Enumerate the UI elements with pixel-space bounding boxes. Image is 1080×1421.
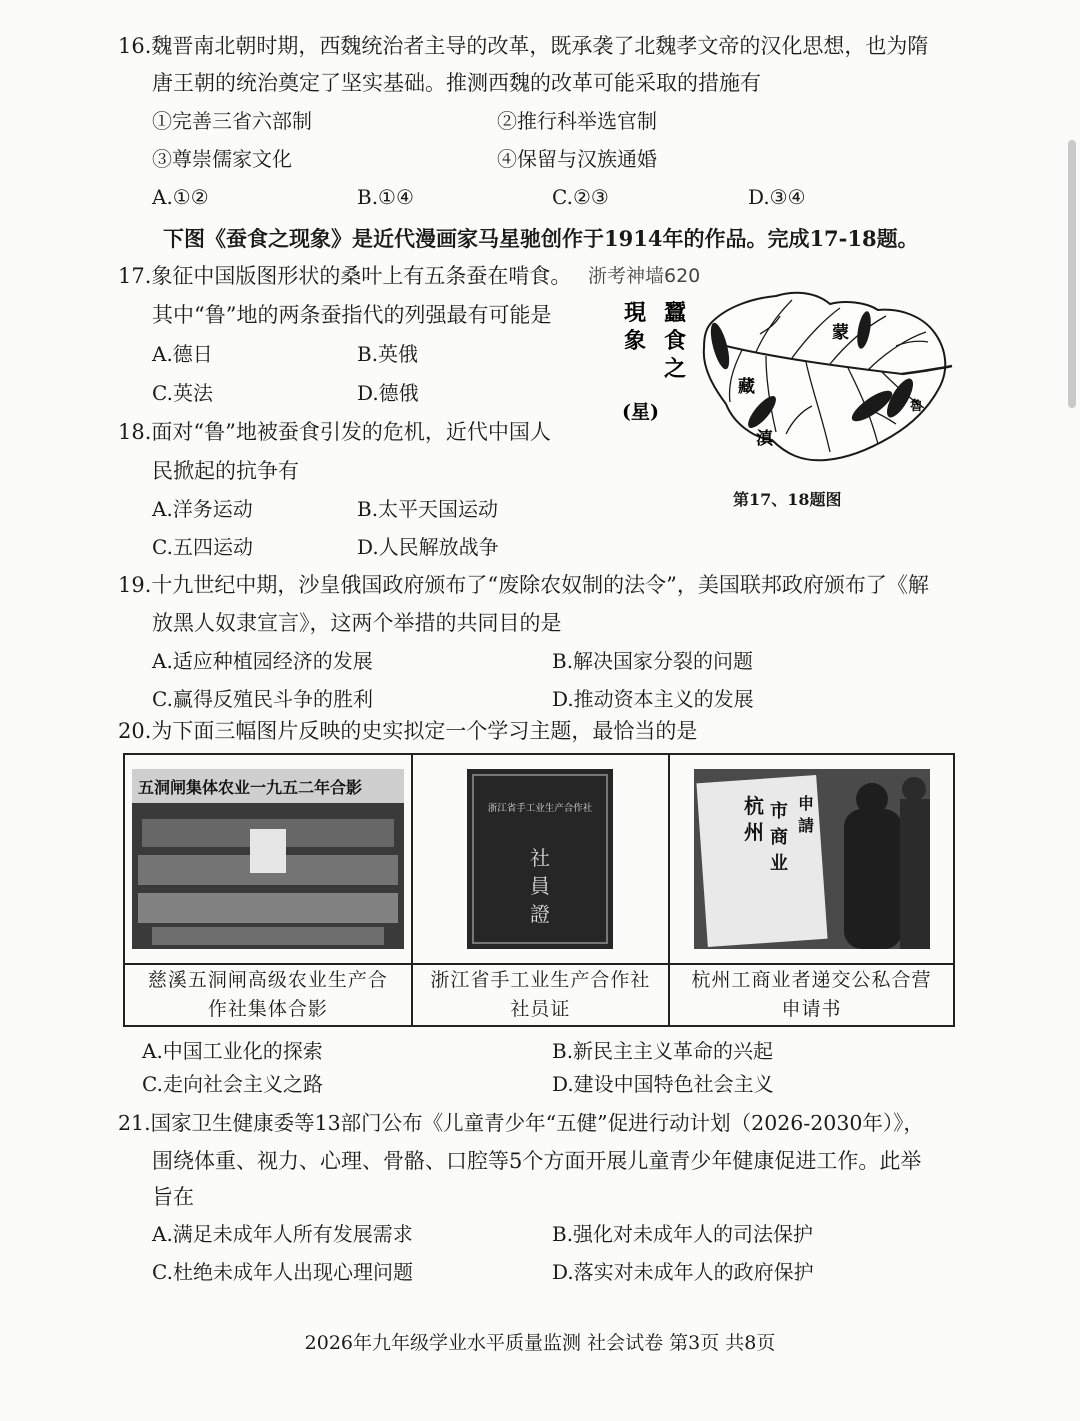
membership-card [467, 769, 613, 949]
cartoon-title-char: 蠶 [664, 300, 687, 326]
photo-caption-2: 浙江省手工业生产合作社 社员证 [412, 964, 669, 1026]
q18-option-b: B.太平天国运动 [357, 497, 499, 521]
q19-option-d: D.推动资本主义的发展 [552, 687, 754, 711]
doc-char: 州 [743, 820, 764, 844]
q16-item-1: ①完善三省六部制 [152, 109, 312, 133]
q17-line1: 17.象征中国版图形状的桑叶上有五条蚕在啃食。 [118, 264, 572, 288]
photo-cell-2 [412, 754, 669, 964]
q21-option-a: A.满足未成年人所有发展需求 [152, 1222, 413, 1246]
card-org: 浙江省手工业生产合作社 [488, 803, 593, 814]
scrollbar[interactable] [1068, 140, 1076, 408]
doc-char: 申 [797, 794, 814, 813]
watermark-text: 浙考神墙620 [588, 265, 701, 287]
label-yunnan: 滇 [756, 429, 773, 449]
label-mongolia: 蒙 [832, 323, 849, 343]
photo-caption-3: 杭州工商业者递交公私合营 申请书 [669, 964, 954, 1026]
label-shandong: 魯 [910, 399, 924, 414]
q21-option-c: C.杜绝未成年人出现心理问题 [152, 1260, 413, 1284]
photo-cell-3 [669, 754, 954, 964]
doc-char: 商 [769, 827, 788, 848]
photo-caption-1: 慈溪五洞闸高级农业生产合 作社集体合影 [124, 964, 412, 1026]
silkworm-cartoon-figure [616, 286, 956, 476]
q19-option-c: C.赢得反殖民斗争的胜利 [152, 687, 373, 711]
banner-flag [250, 829, 286, 873]
q20-option-c: C.走向社会主义之路 [142, 1072, 323, 1096]
cartoon-title-char: 之 [664, 356, 687, 382]
q21-option-d: D.落实对未成年人的政府保护 [552, 1260, 814, 1284]
q20-line1: 20.为下面三幅图片反映的史实拟定一个学习主题，最恰当的是 [118, 719, 698, 743]
q19-option-a: A.适应种植园经济的发展 [152, 649, 373, 673]
q18-option-c: C.五四运动 [152, 535, 253, 559]
person-silhouette [844, 809, 902, 949]
q19-line2: 放黑人奴隶宣言》，这两个举措的共同目的是 [152, 611, 562, 635]
q16-option-d: D.③④ [748, 185, 806, 209]
doc-char: 业 [769, 853, 788, 874]
label-tibet: 藏 [738, 377, 755, 397]
doc-char: 市 [769, 801, 788, 822]
q18-line1: 18.面对“鲁”地被蚕食引发的危机，近代中国人 [118, 420, 551, 444]
q18-line2: 民掀起的抗争有 [152, 459, 299, 483]
figure-caption: 第17、18题图 [733, 490, 842, 509]
q21-line1: 21.国家卫生健康委等13部门公布《儿童青少年“五健”促进行动计划（2026-2030年）》， [118, 1111, 924, 1135]
q19-line1: 19.十九世纪中期，沙皇俄国政府颁布了“废除农奴制的法令”，美国联邦政府颁布了《解 [118, 573, 929, 597]
q20-option-a: A.中国工业化的探索 [142, 1039, 323, 1063]
q17-option-c: C.英法 [152, 381, 213, 405]
q17-option-d: D.德俄 [357, 381, 419, 405]
section-intro: 下图《蚕食之现象》是近代漫画家马星驰创作于1914年的作品。完成17-18题。 [163, 226, 919, 251]
q18-option-a: A.洋务运动 [152, 497, 253, 521]
q18-option-d: D.人民解放战争 [357, 535, 499, 559]
q16-option-a: A.①② [152, 185, 209, 209]
application-photo [694, 769, 930, 949]
doc-char: 請 [797, 816, 814, 835]
q21-line3: 旨在 [152, 1185, 194, 1209]
q17-option-b: B.英俄 [357, 342, 419, 366]
q17-option-a: A.德日 [152, 342, 213, 366]
q21-option-b: B.强化对未成年人的司法保护 [552, 1222, 814, 1246]
q16-option-b: B.①④ [357, 185, 414, 209]
q20-option-d: D.建设中国特色社会主义 [552, 1072, 774, 1096]
mulberry-leaf-illustration [616, 286, 956, 476]
photo-banner: 五洞闸集体农业一九五二年合影 [137, 778, 362, 797]
cartoon-title-char: 現 [624, 300, 647, 326]
q16-item-4: ④保留与汉族通婚 [497, 147, 657, 171]
cartoon-signature: (星) [622, 401, 659, 423]
card-char: 員 [530, 874, 551, 898]
q19-option-b: B.解决国家分裂的问题 [552, 649, 754, 673]
q21-line2: 围绕体重、视力、心理、骨骼、口腔等5个方面开展儿童青少年健康促进工作。此举 [152, 1149, 922, 1173]
q20-picture-table [123, 753, 955, 1027]
q16-line1: 16.魏晋南北朝时期，西魏统治者主导的改革，既承袭了北魏孝文帝的汉化思想，也为隋 [118, 34, 929, 58]
group-photo [132, 769, 404, 949]
q20-option-b: B.新民主主义革命的兴起 [552, 1039, 774, 1063]
card-char: 社 [530, 846, 551, 870]
q16-line2: 唐王朝的统治奠定了坚实基础。推测西魏的改革可能采取的措施有 [152, 71, 761, 95]
q16-item-2: ②推行科举选官制 [497, 109, 657, 133]
card-char: 證 [530, 902, 551, 926]
doc-char: 杭 [743, 794, 764, 818]
photo-cell-1 [124, 754, 412, 964]
q16-option-c: C.②③ [552, 185, 609, 209]
q17-line2: 其中“鲁”地的两条蚕指代的列强最有可能是 [152, 303, 552, 327]
cartoon-title-char: 象 [624, 328, 647, 354]
page-footer: 2026年九年级学业水平质量监测 社会试卷 第3页 共8页 [304, 1332, 776, 1354]
q16-item-3: ③尊崇儒家文化 [152, 147, 292, 171]
cartoon-title-char: 食 [664, 328, 687, 354]
